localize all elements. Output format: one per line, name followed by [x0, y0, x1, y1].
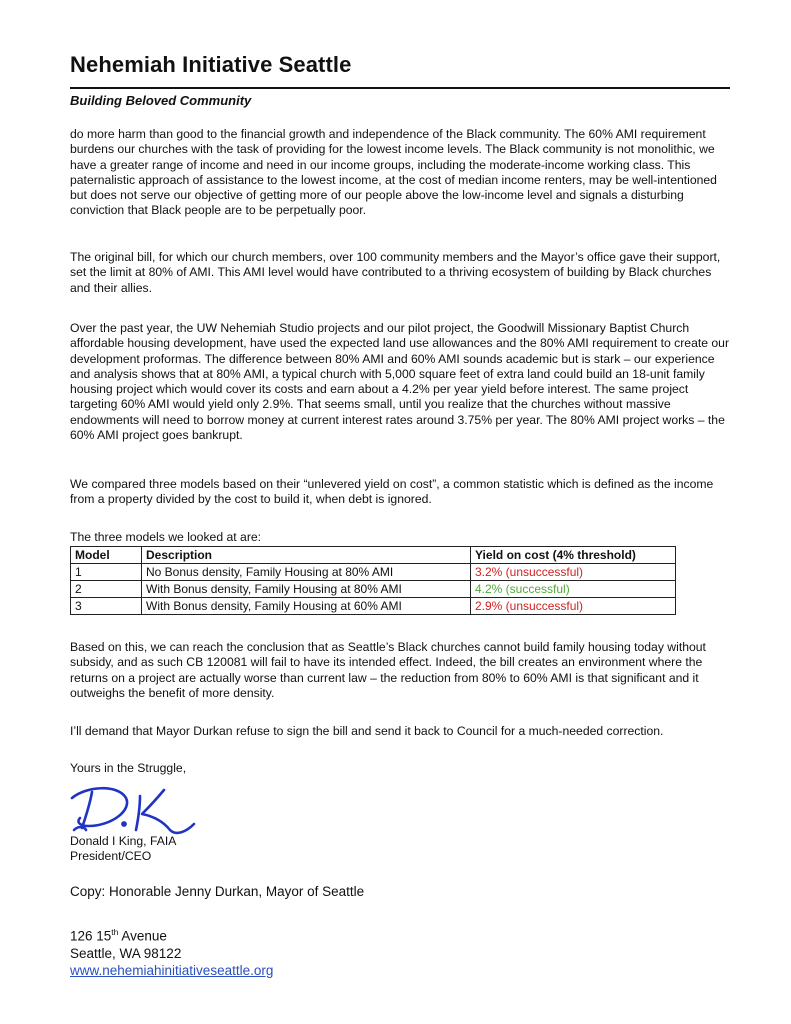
table-intro: The three models we looked at are:	[70, 530, 262, 544]
signer-title: President/CEO	[70, 849, 152, 864]
address-ordinal: th	[111, 927, 119, 937]
yield-cell: 3.2% (unsuccessful)	[471, 564, 676, 581]
yield-cell: 2.9% (unsuccessful)	[471, 598, 676, 615]
model-cell: 2	[71, 581, 142, 598]
copy-line: Copy: Honorable Jenny Durkan, Mayor of Seattle	[70, 884, 365, 899]
table-header-row	[71, 547, 676, 564]
description-cell: No Bonus density, Family Housing at 80% AMI	[142, 564, 471, 581]
tagline: Building Beloved Community	[70, 93, 252, 108]
header-divider	[70, 87, 730, 89]
address-block	[70, 924, 273, 979]
header-model: Model	[71, 547, 142, 564]
description-cell: With Bonus density, Family Housing at 60% AMI	[142, 598, 471, 615]
table-row	[71, 564, 676, 581]
address-number: 126 15	[70, 928, 112, 944]
signature-image	[66, 776, 206, 836]
table-row	[71, 581, 676, 598]
paragraph-4: We compared three models based on their “unlevered yield on cost”, a common statistic which is defined as the income from a property divided by the cost to build it, when debt is ignored.	[70, 477, 714, 507]
signer-block	[70, 834, 176, 865]
paragraph-5: Based on this, we can reach the conclusion that as Seattle’s Black churches cannot build family housing today without subsidy, and as such CB 120081 will fail to have its intended effect. Indeed, the bill creates an environment where the returns on a project are actually worse than current law – the reduction from 80% to 60% AMI is that significant and it outweighs the benefit of more density.	[70, 640, 706, 700]
model-cell: 3	[71, 598, 142, 615]
description-cell: With Bonus density, Family Housing at 80% AMI	[142, 581, 471, 598]
org-name-heading: Nehemiah Initiative Seattle	[70, 52, 352, 77]
paragraph-2: The original bill, for which our church members, over 100 community members and the Mayor’s office gave their support, set the limit at 80% of AMI. This AMI level would have contributed to a thriving ecosystem of building by Black churches and their allies.	[70, 250, 721, 295]
sign-off: Yours in the Struggle,	[70, 761, 187, 775]
signer-name: Donald I King, FAIA	[70, 834, 177, 848]
paragraph-6: I’ll demand that Mayor Durkan refuse to sign the bill and send it back to Council for a much-needed correction.	[70, 724, 664, 738]
header-yield: Yield on cost (4% threshold)	[471, 547, 676, 564]
address-street	[70, 924, 273, 945]
address-city: Seattle, WA 98122	[70, 945, 182, 961]
address-street-name: Avenue	[118, 928, 167, 944]
website-link[interactable]: www.nehemiahinitiativeseattle.org	[70, 962, 274, 978]
model-cell: 1	[71, 564, 142, 581]
models-table	[70, 546, 676, 615]
header-description: Description	[142, 547, 471, 564]
paragraph-3: Over the past year, the UW Nehemiah Studio projects and our pilot project, the Goodwill Missionary Baptist Church affordable housing development, have used the expected land use allowances and the 80% AMI requirement to create our development proformas. The difference between 80% AMI and 60% AMI sounds academic but is stark – our experience and analysis shows that at 80% AMI, a typical church with 5,000 square feet of extra land could build an 18-unit family housing project which would cover its costs and earn about a 4.2% per year yield before interest. The same project targeting 60% AMI would yield only 2.9%. That seems small, until you realize that the churches without massive endowments will need to borrow money at current interest rates around 3.75% per year. The 80% AMI project works – the 60% AMI project goes bankrupt.	[70, 321, 730, 443]
yield-cell: 4.2% (successful)	[471, 581, 676, 598]
paragraph-1: do more harm than good to the financial growth and independence of the Black community. The 60% AMI requirement burdens our churches with the task of providing for the lowest income levels. The Black community is not monolithic, we have a greater range of income and need in our income groups, including the moderate-income working class. This paternalistic approach of assistance to the lowest income, at the cost of median income renters, may be well-intentioned but does not serve our objective of getting more of our people above the low-income level and signals a disturbing conviction that Black people are to be perpetually poor.	[70, 127, 717, 218]
table-row	[71, 598, 676, 615]
